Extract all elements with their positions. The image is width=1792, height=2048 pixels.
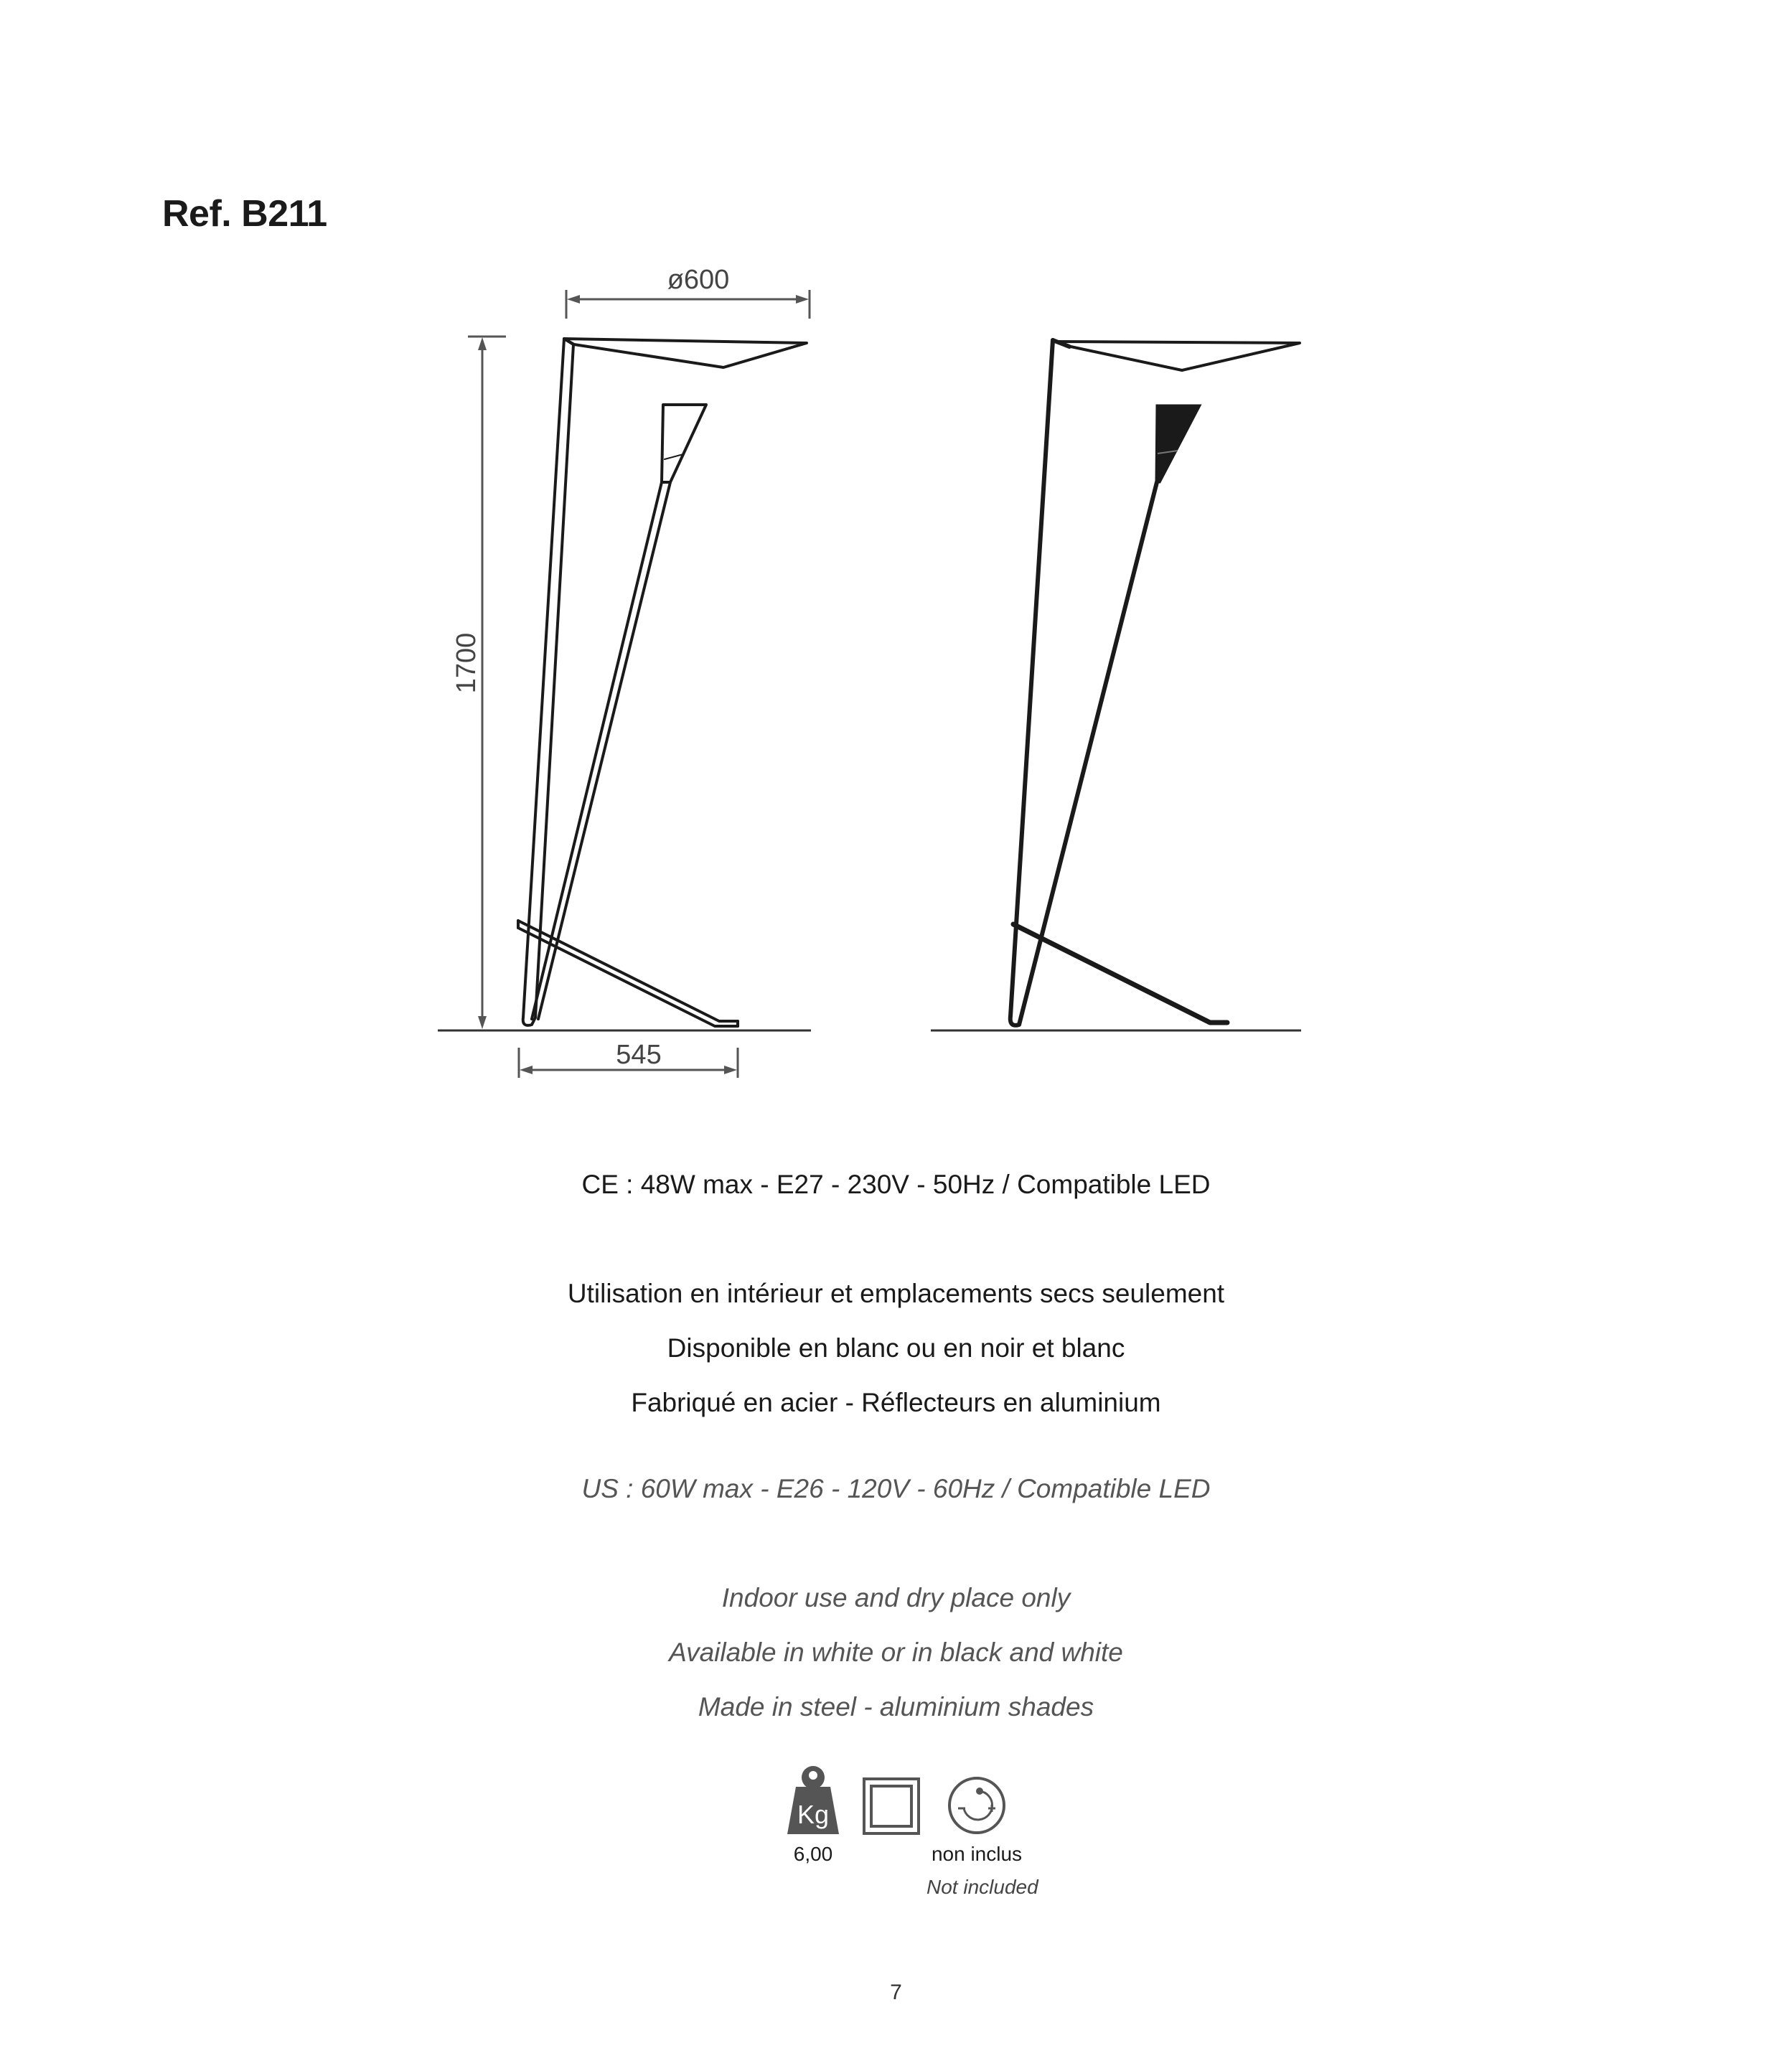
page-number: 7 (890, 1981, 902, 2004)
dimension-depth-label: 545 (616, 1040, 662, 1070)
lamp-outline-white (518, 339, 807, 1026)
dimmer-icon (947, 1775, 1007, 1836)
dimension-height-label: 1700 (451, 632, 482, 694)
english-description (0, 1571, 1792, 1734)
product-icons (784, 1765, 1038, 1909)
weight-value: 6,00 (793, 1843, 833, 1865)
class-ii-square-icon (863, 1777, 920, 1835)
lamp-black-shade (1156, 405, 1200, 482)
product-reference: Ref. B211 (162, 193, 327, 235)
french-description (0, 1267, 1792, 1430)
ce-spec: CE : 48W max - E27 - 230V - 50Hz / Compatible LED (581, 1170, 1211, 1199)
en-line: Available in white or in black and white (669, 1638, 1123, 1667)
ce-spec-block (0, 1157, 1792, 1212)
bulb-not-included-fr: non inclus (931, 1843, 1023, 1865)
en-line: Made in steel - aluminium shades (698, 1692, 1094, 1721)
weight-icon (784, 1765, 842, 1837)
bulb-not-included-en: Not included (927, 1876, 1038, 1898)
fr-line: Utilisation en intérieur et emplacements secs seulement (567, 1279, 1225, 1308)
fr-line: Fabriqué en acier - Réflecteurs en aluminium (631, 1388, 1161, 1417)
us-spec-block (0, 1462, 1792, 1516)
dimension-width-label: ø600 (667, 265, 730, 295)
us-spec: US : 60W max - E26 - 120V - 60Hz / Compatible LED (581, 1474, 1211, 1503)
weight-unit: Kg (797, 1800, 830, 1829)
en-line: Indoor use and dry place only (721, 1583, 1071, 1612)
fr-line: Disponible en blanc ou en noir et blanc (667, 1333, 1125, 1363)
lamp-black-and-white (1010, 340, 1300, 1025)
